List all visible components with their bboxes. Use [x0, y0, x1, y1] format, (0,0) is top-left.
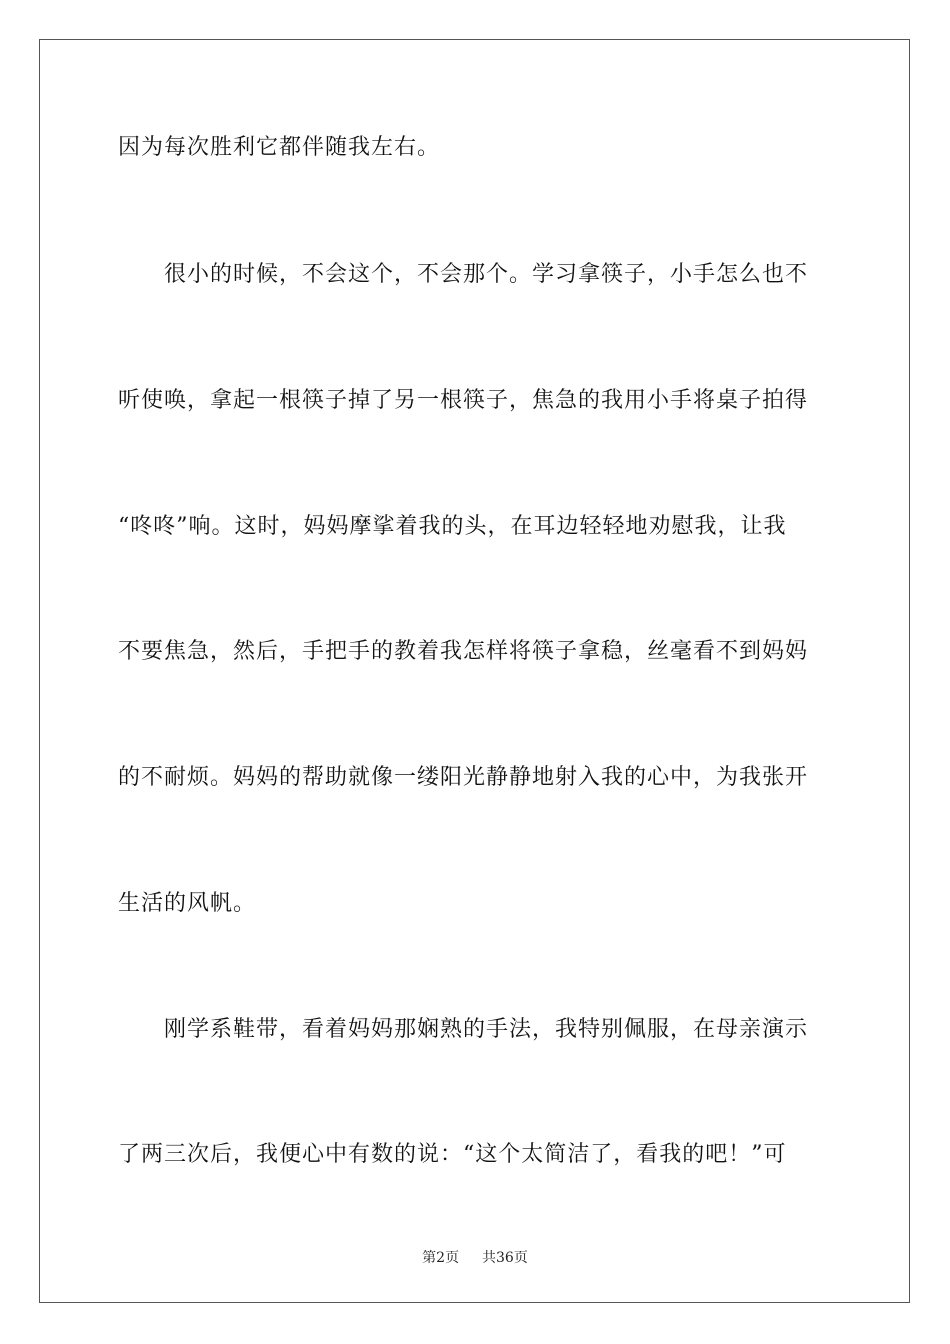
text-line: “咚咚”响。这时，妈妈摩挲着我的头，在耳边轻轻地劝慰我，让我 — [118, 514, 787, 539]
paragraph-start-line: 刚学系鞋带，看着妈妈那娴熟的手法，我特别佩服，在母亲演示 — [164, 1017, 809, 1042]
paragraph-start-line: 很小的时候，不会这个，不会那个。学习拿筷子，小手怎么也不 — [164, 262, 809, 287]
text-line: 不要焦急，然后，手把手的教着我怎样将筷子拿稳，丝毫看不到妈妈 — [118, 639, 809, 664]
page-footer — [0, 1248, 950, 1268]
text-line: 了两三次后，我便心中有数的说：“这个太简洁了，看我的吧！”可 — [118, 1142, 787, 1167]
text-line: 的不耐烦。妈妈的帮助就像一缕阳光静静地射入我的心中，为我张开 — [118, 765, 809, 790]
text-line: 听使唤，拿起一根筷子掉了另一根筷子，焦急的我用小手将桌子拍得 — [118, 388, 809, 413]
text-line: 因为每次胜利它都伴随我左右。 — [118, 135, 441, 160]
text-line: 生活的风帆。 — [118, 891, 257, 916]
page-frame — [39, 39, 910, 1303]
page-total: 共36页 — [482, 1250, 528, 1266]
page-number: 第2页 — [422, 1250, 460, 1266]
